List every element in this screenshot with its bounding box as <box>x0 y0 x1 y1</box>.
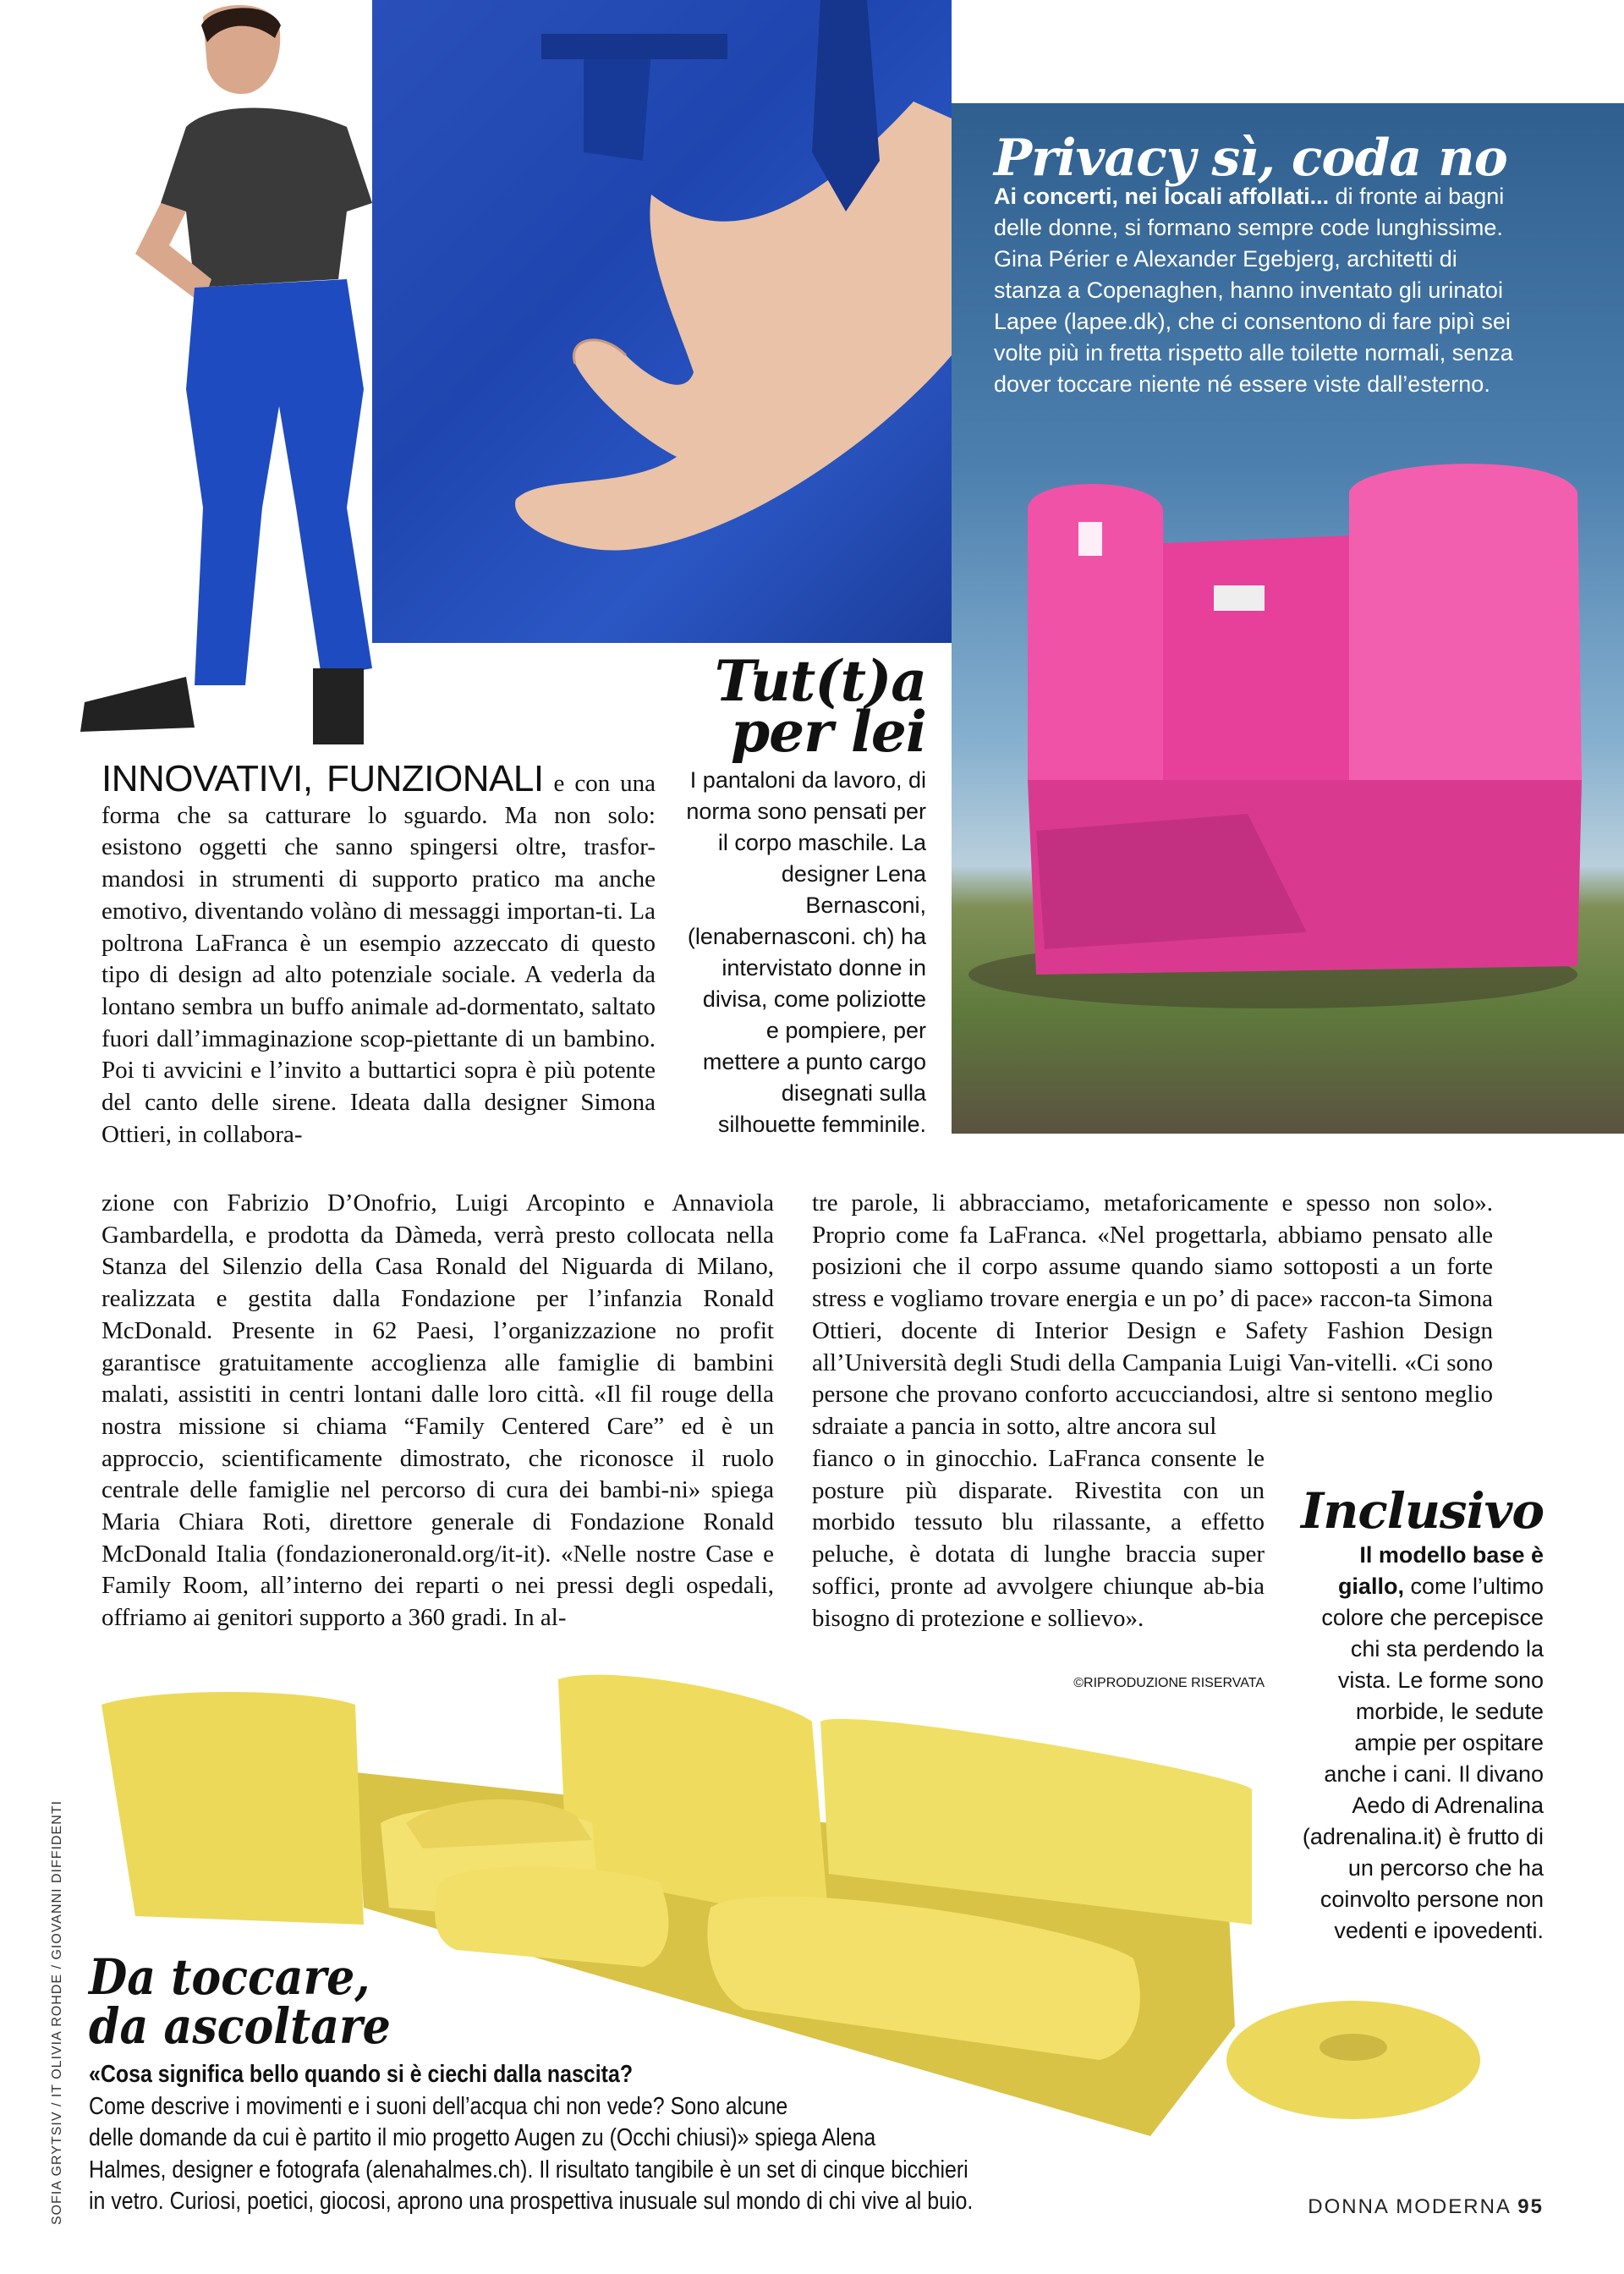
tutta-title-line-2: per lei <box>730 699 926 765</box>
inclusivo-text: come l’ultimo colore che percepisce chi sta perdendo la vista. Le forme sono morbide, le sedute ampie per ospitare anche i cani. Il divano Aedo di Adrenalina (adrenalina.it) è frutto di un percorso che ha coinvolto persone non vedenti e ipovedenti. <box>1302 1574 1544 1943</box>
toccare-title-line-1: Da toccare, <box>89 1948 370 2006</box>
article-col2-wide: tre parole, li abbracciamo, metaforicamente e spesso non solo». Proprio come fa LaFranca. «Nel progettarla, abbiamo pensato alle posizioni che il corpo assume quando siamo sottoposti a un forte stress e vogliamo trovare energia e un po’ di pace» raccon-ta Simona Ottieri, docente di Interior Design e Safety Fashion Design all’Università degli Studi della Campania Luigi Van-vitelli. «Ci sono persone che provano conforto accucciandosi, altre si sentono meglio sdraiate a pancia in sotto, altre ancora sul <box>812 1189 1493 1440</box>
article-col2-narrow: fianco o in ginocchio. LaFranca consente le posture più disparate. Rivestita con un morbido tessuto blu rilassante, a effetto peluche, è dotata di lunghe braccia super soffici, pronte ad avvolgere chiunque ab-bia bisogno di protezione e sollievo». <box>812 1445 1265 1632</box>
inclusivo-title: Inclusivo <box>1301 1482 1544 1540</box>
article-text: e con una forma che sa catturare lo sguardo. Ma non solo: esistono oggetti che sanno spingersi oltre, trasfor-mandosi in strumenti di supporto pratico ma anche emotivo, diventando volàno di messaggi importan-ti. La poltrona LaFranca è un esempio azzeccato di questo tipo di design ad alto potenziale sociale. A vederla da lontano sembra un buffo animale ad-dormentato, saltato fuori dall’immaginazione scop-piettante di un bambino. Poi ti avvicini e l’invito a buttartici sopra è più potente del canto delle sirene. Ideata dalla designer Simona Ottieri, in collabora- <box>102 770 656 1148</box>
photo-credits: SOFIA GRYTSIV / IT OLIVIA ROHDE / GIOVANNI DIFFIDENTI <box>50 1800 64 2225</box>
privacy-lead: Ai concerti, nei locali affollati... <box>994 184 1330 209</box>
toccare-title-line-2: da ascoltare <box>89 1997 391 2055</box>
article-kicker: INNOVATIVI, FUNZIONALI <box>102 758 544 799</box>
article-col1-narrow <box>102 758 656 1151</box>
page-footer <box>1252 2191 1544 2222</box>
toccare-lead: «Cosa significa bello quando si è ciechi dalla nascita? <box>89 2061 634 2088</box>
article-col1-wide: zione con Fabrizio D’Onofrio, Luigi Arcopinto e Annaviola Gambardella, e prodotta da Dàmeda, verrà presto collocata nella Stanza del Silenzio della Casa Ronald del Niguarda di Milano, realizzata e gestita dalla Fondazione per l’infanzia Ronald McDonald. Presente in 62 Paesi, l’organizzazione no profit garantisce gratuitamente accoglienza alle famiglie di bambini malati, assistiti in centri lontani dalle loro città. «Il fil rouge della nostra missione si chiama “Family Centered Care” ed è un approccio, scientificamente dimostrato, che riconosce il ruolo centrale delle famiglie nel percorso di cura dei bambi-ni» spiega Maria Chiara Roti, direttore generale di Fondazione Ronald McDonald Italia (fondazioneronald.org/it-it). «Nelle nostre Case e Family Room, all’interno dei reparti o nei pressi degli ospedali, offriamo ai genitori supporto a 360 gradi. In al- <box>102 1189 774 1632</box>
magazine-name: DONNA MODERNA <box>1308 2195 1511 2218</box>
inclusivo-lead: Il modello base è giallo, <box>1337 1542 1544 1599</box>
privacy-body <box>994 181 1518 400</box>
toccare-line: Come descrive i movimenti e i suoni dell’acqua chi non vede? Sono alcune <box>89 2092 788 2120</box>
toccare-line: in vetro. Curiosi, poetici, giocosi, aprono una prospettiva inusuale sul mondo di chi vive al buio. <box>89 2188 974 2215</box>
copyright: ©RIPRODUZIONE RISERVATA <box>1073 1676 1265 1690</box>
toccare-body <box>89 2059 1107 2218</box>
toccare-line: Halmes, designer e fotografa (alenahalmes.ch). Il risultato tangibile è un set di cinque bicchieri <box>89 2156 968 2183</box>
lapee-urinal-photo <box>952 103 1624 1134</box>
privacy-text: di fronte ai bagni delle donne, si formano sempre code lunghissime. Gina Périer e Alexander Egebjerg, architetti di stanza a Copenaghen, hanno inventato gli urinatoi Lapee (lapee.dk), che ci consentono di fare pipì sei volte più in fretta rispetto alle toilette normali, senza dover toccare niente né essere viste dall’esterno. <box>994 184 1513 397</box>
woman-figure-illustration <box>68 0 491 753</box>
tutta-title <box>660 648 926 765</box>
toccare-title <box>89 1948 391 2055</box>
privacy-title: Privacy sì, coda no <box>994 129 1507 188</box>
page-number: 95 <box>1517 2195 1544 2218</box>
toccare-line: delle domande da cui è partito il mio progetto Augen zu (Occhi chiusi)» spiega Alena <box>89 2124 876 2151</box>
tutta-title-line-1: Tut(t)a <box>714 648 926 714</box>
tutta-body: I pantaloni da lavoro, di norma sono pensati per il corpo maschile. La designer Lena Bernasconi, (lenabernasconi. ch) ha intervistato donne in divisa, come poliziotte e pompiere, per mettere a punto cargo disegnati sulla silhouette femminile. <box>686 767 926 1137</box>
